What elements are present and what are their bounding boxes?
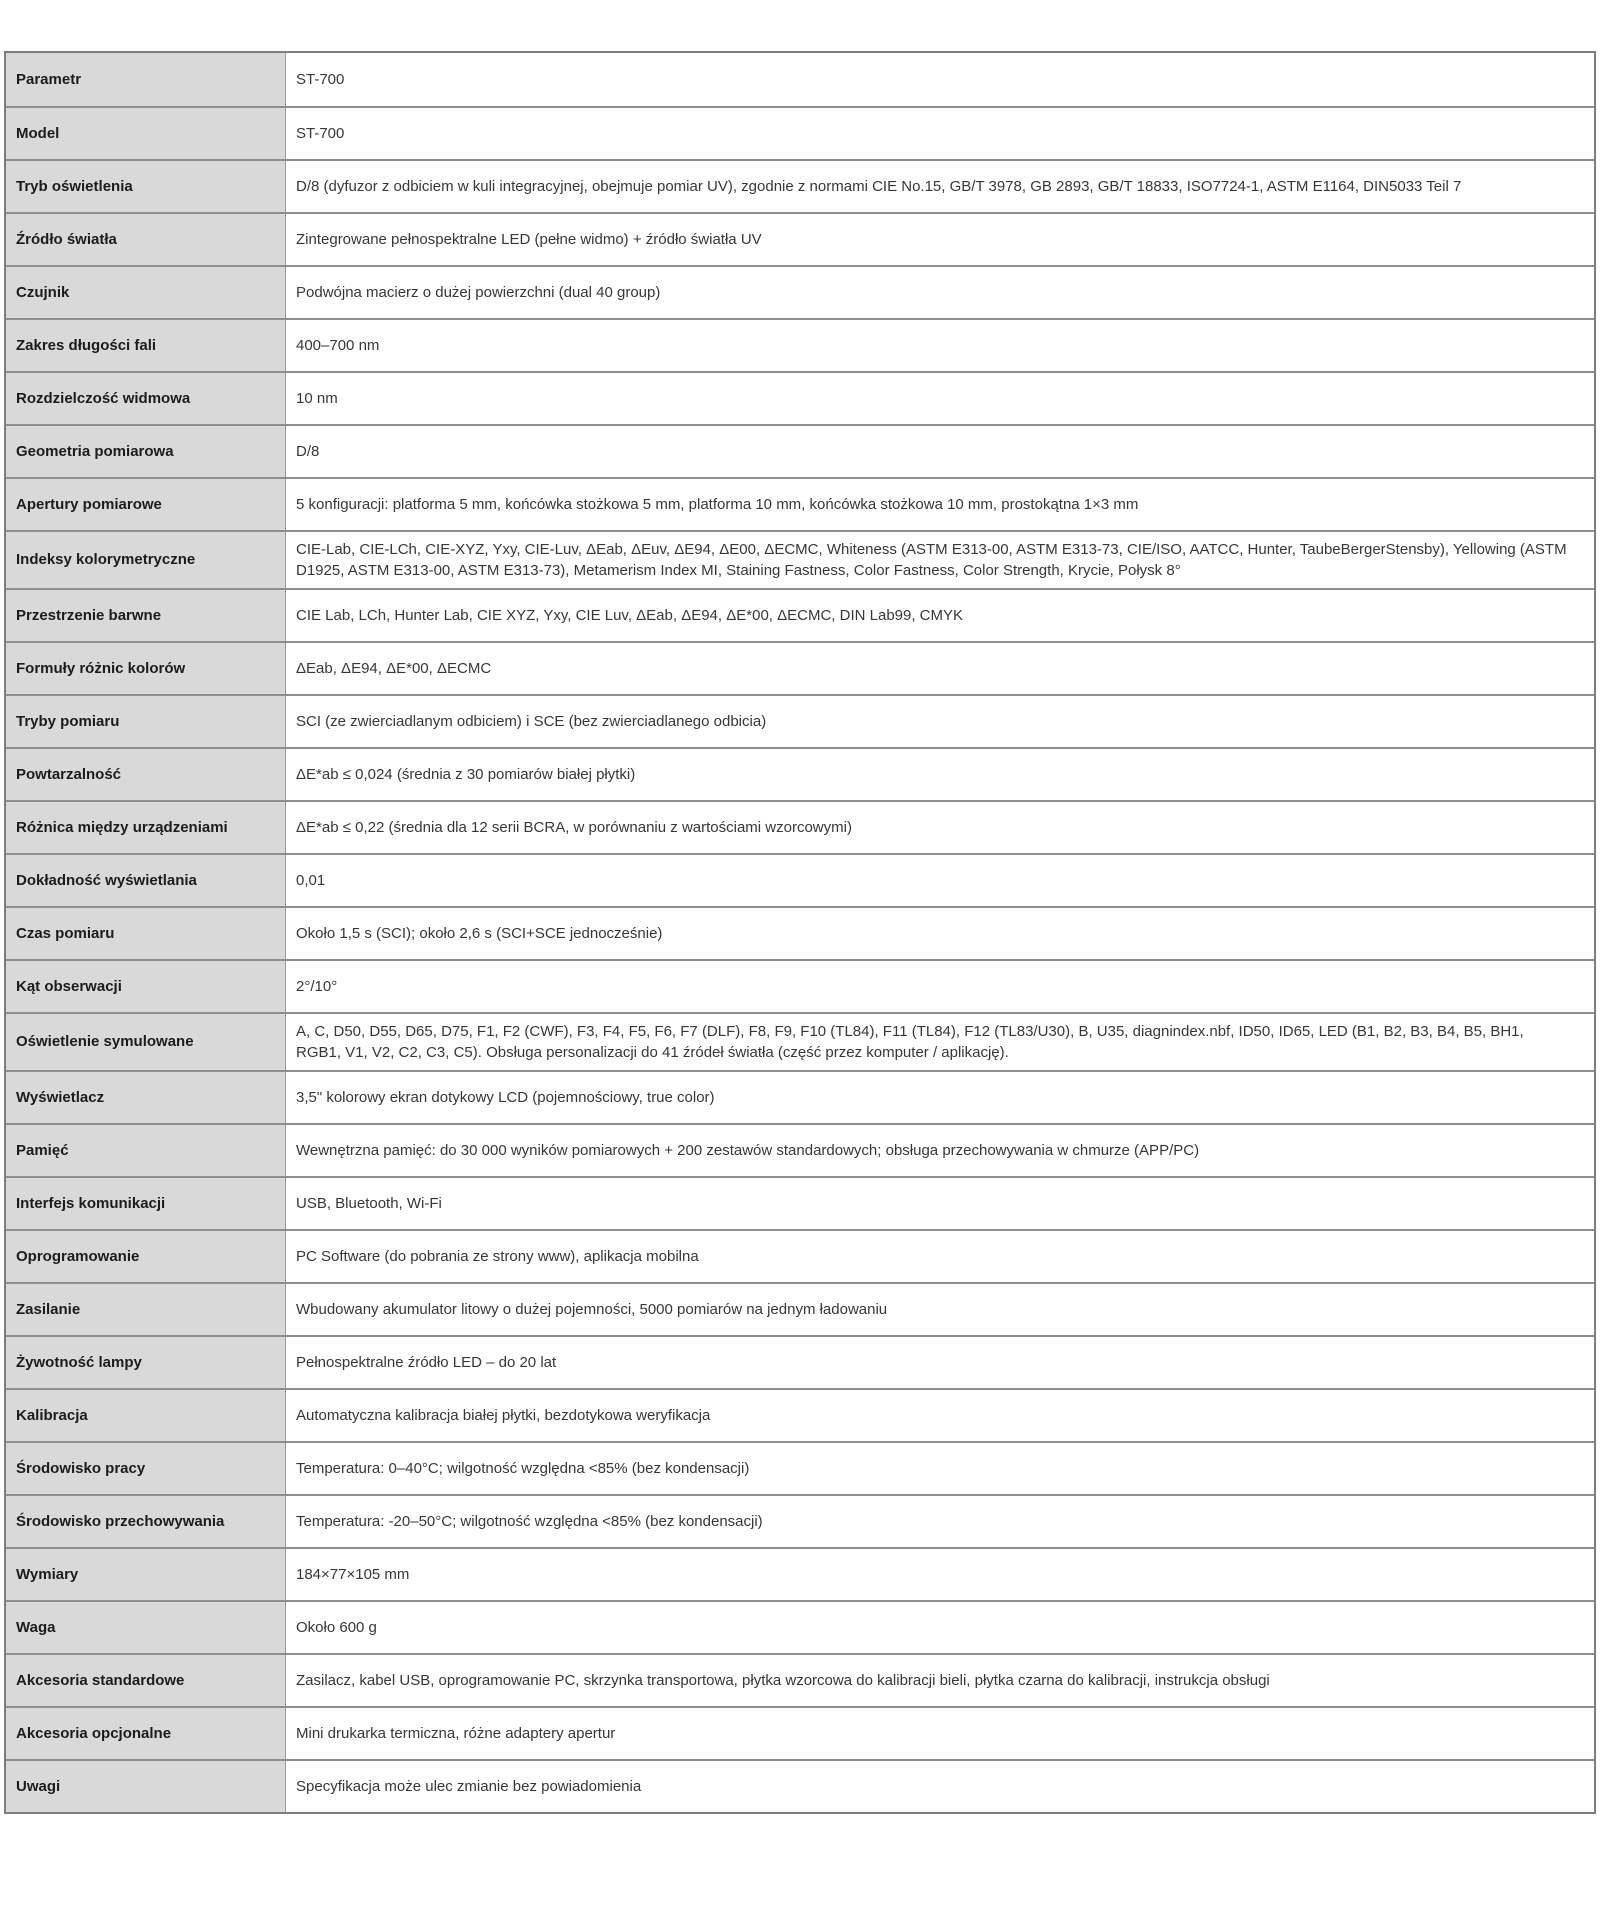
table-row [6,747,1594,800]
parameter-value-cell [286,1390,1594,1441]
parameter-name-cell [6,1231,286,1282]
parameter-name: Apertury pomiarowe [16,495,162,513]
parameter-value: ΔEab, ΔE94, ΔE*00, ΔECMC [296,660,492,677]
parameter-value-cell [286,426,1594,477]
table-row [6,1547,1594,1600]
parameter-value: ST-700 [296,71,345,88]
parameter-value-cell [286,749,1594,800]
parameter-name-cell [6,1549,286,1600]
parameter-value: 3,5" kolorowy ekran dotykowy LCD (pojemnościowy, true color) [296,1089,715,1106]
parameter-name-cell [6,802,286,853]
parameter-value: Około 600 g [296,1619,377,1636]
parameter-name: Oprogramowanie [16,1247,140,1265]
parameter-name-cell [6,1602,286,1653]
parameter-name-cell [6,426,286,477]
parameter-value: Automatyczna kalibracja białej płytki, bezdotykowa weryfikacja [296,1407,711,1424]
parameter-name: Różnica między urządzeniami [16,818,228,836]
parameter-name: Akcesoria standardowe [16,1671,185,1689]
parameter-name: Wyświetlacz [16,1088,105,1106]
parameter-value: Około 1,5 s (SCI); około 2,6 s (SCI+SCE jednocześnie) [296,925,663,942]
parameter-name: Model [16,124,60,142]
parameter-name-cell [6,590,286,641]
parameter-name: Dokładność wyświetlania [16,871,197,889]
parameter-name-cell [6,267,286,318]
parameter-value: Podwójna macierz o dużej powierzchni (dual 40 group) [296,284,661,301]
parameter-name-cell [6,1072,286,1123]
parameter-name: Oświetlenie symulowane [16,1033,194,1050]
parameter-value: Zasilacz, kabel USB, oprogramowanie PC, skrzynka transportowa, płytka wzorcowa do kalibracji bieli, płytka czarna do kalibracji, instrukcja obsługi [296,1672,1270,1689]
parameter-name: Środowisko pracy [16,1459,146,1477]
parameter-name-cell [6,1496,286,1547]
parameter-value-cell [286,908,1594,959]
parameter-value-cell [286,1125,1594,1176]
parameter-value-cell [286,1178,1594,1229]
parameter-name-cell [6,1708,286,1759]
table-row [6,1706,1594,1759]
parameter-name-cell [6,1337,286,1388]
parameter-name: Akcesoria opcjonalne [16,1724,172,1742]
parameter-name-cell [6,320,286,371]
parameter-name-cell [6,161,286,212]
parameter-name-cell [6,1125,286,1176]
table-row [6,159,1594,212]
parameter-value: Wbudowany akumulator litowy o dużej pojemności, 5000 pomiarów na jednym ładowaniu [296,1301,888,1318]
table-row [6,1012,1594,1070]
parameter-name-cell [6,532,286,588]
parameter-name-cell [6,908,286,959]
parameter-value-cell [286,590,1594,641]
parameter-value-cell [286,1014,1594,1070]
table-row [6,53,1594,106]
parameter-value-cell [286,373,1594,424]
table-row [6,1441,1594,1494]
parameter-value-cell [286,1549,1594,1600]
parameter-name: Waga [16,1618,56,1636]
parameter-name-cell [6,961,286,1012]
parameter-value: ST-700 [296,125,345,142]
parameter-name: Uwagi [16,1777,61,1795]
parameter-name-cell [6,749,286,800]
table-row [6,906,1594,959]
table-row [6,1176,1594,1229]
parameter-value: SCI (ze zwierciadlanym odbiciem) i SCE (bez zwierciadlanego odbicia) [296,713,767,730]
parameter-value: Temperatura: 0–40°C; wilgotność względna <85% (bez kondensacji) [296,1460,750,1477]
parameter-name: Wymiary [16,1565,79,1583]
parameter-value-cell [286,1231,1594,1282]
table-row [6,1335,1594,1388]
table-row [6,477,1594,530]
parameter-name: Tryby pomiaru [16,712,120,730]
table-row [6,371,1594,424]
table-row [6,1388,1594,1441]
parameter-name: Kąt obserwacji [16,977,122,995]
table-row [6,641,1594,694]
parameter-value-cell [286,1337,1594,1388]
parameter-name-cell [6,696,286,747]
parameter-value: 184×77×105 mm [296,1566,410,1583]
parameter-name: Formuły różnic kolorów [16,659,186,677]
parameter-name-cell [6,1284,286,1335]
parameter-value-cell [286,214,1594,265]
parameter-value: D/8 [296,443,320,460]
parameter-value: D/8 (dyfuzor z odbiciem w kuli integracyjnej, obejmuje pomiar UV), zgodnie z normami CIE No.15, GB/T 3978, GB 2893, GB/T 18833, ISO7724-1, ASTM E1164, DIN5033 Teil 7 [296,178,1462,195]
parameter-name: Zasilanie [16,1300,81,1318]
parameter-value-cell [286,108,1594,159]
table-row [6,588,1594,641]
parameter-value-cell [286,802,1594,853]
table-row [6,1070,1594,1123]
parameter-name: Zakres długości fali [16,336,157,354]
parameter-value-cell [286,1655,1594,1706]
parameter-name-cell [6,643,286,694]
parameter-value: Specyfikacja może ulec zmianie bez powiadomienia [296,1778,642,1795]
parameter-name: Parametr [16,70,82,88]
table-row [6,424,1594,477]
parameter-name-cell [6,53,286,106]
parameter-name: Kalibracja [16,1406,88,1424]
table-row [6,1653,1594,1706]
parameter-name: Czujnik [16,283,70,301]
table-row [6,1600,1594,1653]
parameter-value: 10 nm [296,390,338,407]
parameter-value-cell [286,53,1594,106]
parameter-value: 0,01 [296,872,326,889]
parameter-value-cell [286,1496,1594,1547]
parameter-value-cell [286,855,1594,906]
table-row [6,106,1594,159]
parameter-name: Żywotność lampy [16,1353,142,1371]
parameter-name-cell [6,108,286,159]
table-row [6,1494,1594,1547]
parameter-value: 2°/10° [296,978,338,995]
parameter-value: 5 konfiguracji: platforma 5 mm, końcówka stożkowa 5 mm, platforma 10 mm, końcówka stożkowa 10 mm, prostokątna 1×3 mm [296,496,1139,513]
parameter-value: PC Software (do pobrania ze strony www), aplikacja mobilna [296,1248,699,1265]
parameter-name: Przestrzenie barwne [16,606,162,624]
parameter-value: 400–700 nm [296,337,380,354]
parameter-value: Pełnospektralne źródło LED – do 20 lat [296,1354,557,1371]
parameter-value: Temperatura: -20–50°C; wilgotność względna <85% (bez kondensacji) [296,1513,763,1530]
parameter-value-cell [286,1284,1594,1335]
parameter-name-cell [6,1178,286,1229]
parameter-value: Mini drukarka termiczna, różne adaptery apertur [296,1725,616,1742]
parameter-name: Źródło światła [16,230,117,248]
parameter-name-cell [6,214,286,265]
parameter-name: Rozdzielczość widmowa [16,389,191,407]
parameter-value: ΔE*ab ≤ 0,024 (średnia z 30 pomiarów białej płytki) [296,766,636,783]
parameter-name-cell [6,373,286,424]
parameter-name-cell [6,1761,286,1812]
parameter-name: Powtarzalność [16,765,122,783]
parameter-value: USB, Bluetooth, Wi-Fi [296,1195,442,1212]
parameter-value-cell [286,1443,1594,1494]
parameter-value-cell [286,643,1594,694]
parameter-name: Pamięć [16,1141,69,1159]
table-row [6,265,1594,318]
parameter-value: CIE-Lab, CIE-LCh, CIE-XYZ, Yxy, CIE-Luv, ΔEab, ΔEuv, ΔE94, ΔE00, ΔECMC, Whiteness (ASTM E313-00, ASTM E313-73, CIE/ISO, AATCC, Hunter, TaubeBergerStensby), Yellowing (ASTM D1925, ASTM E313-00, ASTM E313-73), Metamerism Index MI, Staining Fastness, Color Fastness, Color Strength, Krycie, Połysk 8° [296,541,1567,579]
table-row [6,959,1594,1012]
parameter-name: Tryb oświetlenia [16,177,133,195]
parameter-value-cell [286,1761,1594,1812]
table-row [6,530,1594,588]
parameter-value: CIE Lab, LCh, Hunter Lab, CIE XYZ, Yxy, CIE Luv, ΔEab, ΔE94, ΔE*00, ΔECMC, DIN Lab99, CMYK [296,607,964,624]
parameter-value: A, C, D50, D55, D65, D75, F1, F2 (CWF), F3, F4, F5, F6, F7 (DLF), F8, F9, F10 (TL84), F11 (TL84), F12 (TL83/U30), B, U35, diagnindex.nbf, ID50, ID65, LED (B1, B2, B3, B4, B5, BH1, RGB1, V1, V2, C2, C3, C5). Obsługa personalizacji do 41 źródeł światła (część przez komputer / aplikację). [296,1023,1524,1061]
table-row [6,694,1594,747]
parameter-value-cell [286,696,1594,747]
parameter-value-cell [286,1708,1594,1759]
parameter-name: Środowisko przechowywania [16,1512,225,1530]
parameter-value: Zintegrowane pełnospektralne LED (pełne widmo) + źródło światła UV [296,231,762,248]
parameter-name-cell [6,1655,286,1706]
parameter-name: Indeksy kolorymetryczne [16,551,196,568]
table-row [6,212,1594,265]
parameter-name: Geometria pomiarowa [16,442,174,460]
parameter-name: Interfejs komunikacji [16,1194,166,1212]
table-row [6,1759,1594,1812]
parameter-name-cell [6,479,286,530]
parameter-value-cell [286,1072,1594,1123]
parameter-value-cell [286,1602,1594,1653]
parameter-name-cell [6,1390,286,1441]
parameter-name-cell [6,855,286,906]
table-row [6,800,1594,853]
parameter-value-cell [286,267,1594,318]
parameter-value-cell [286,532,1594,588]
specification-table [4,51,1596,1814]
parameter-value: ΔE*ab ≤ 0,22 (średnia dla 12 serii BCRA, w porównaniu z wartościami wzorcowymi) [296,819,852,836]
parameter-name-cell [6,1014,286,1070]
parameter-value-cell [286,961,1594,1012]
parameter-value-cell [286,161,1594,212]
table-row [6,1282,1594,1335]
table-row [6,318,1594,371]
parameter-name: Czas pomiaru [16,924,115,942]
parameter-name-cell [6,1443,286,1494]
parameter-value-cell [286,320,1594,371]
parameter-value: Wewnętrzna pamięć: do 30 000 wyników pomiarowych + 200 zestawów standardowych; obsługa przechowywania w chmurze (APP/PC) [296,1142,1200,1159]
table-row [6,1123,1594,1176]
table-row [6,1229,1594,1282]
table-row [6,853,1594,906]
parameter-value-cell [286,479,1594,530]
